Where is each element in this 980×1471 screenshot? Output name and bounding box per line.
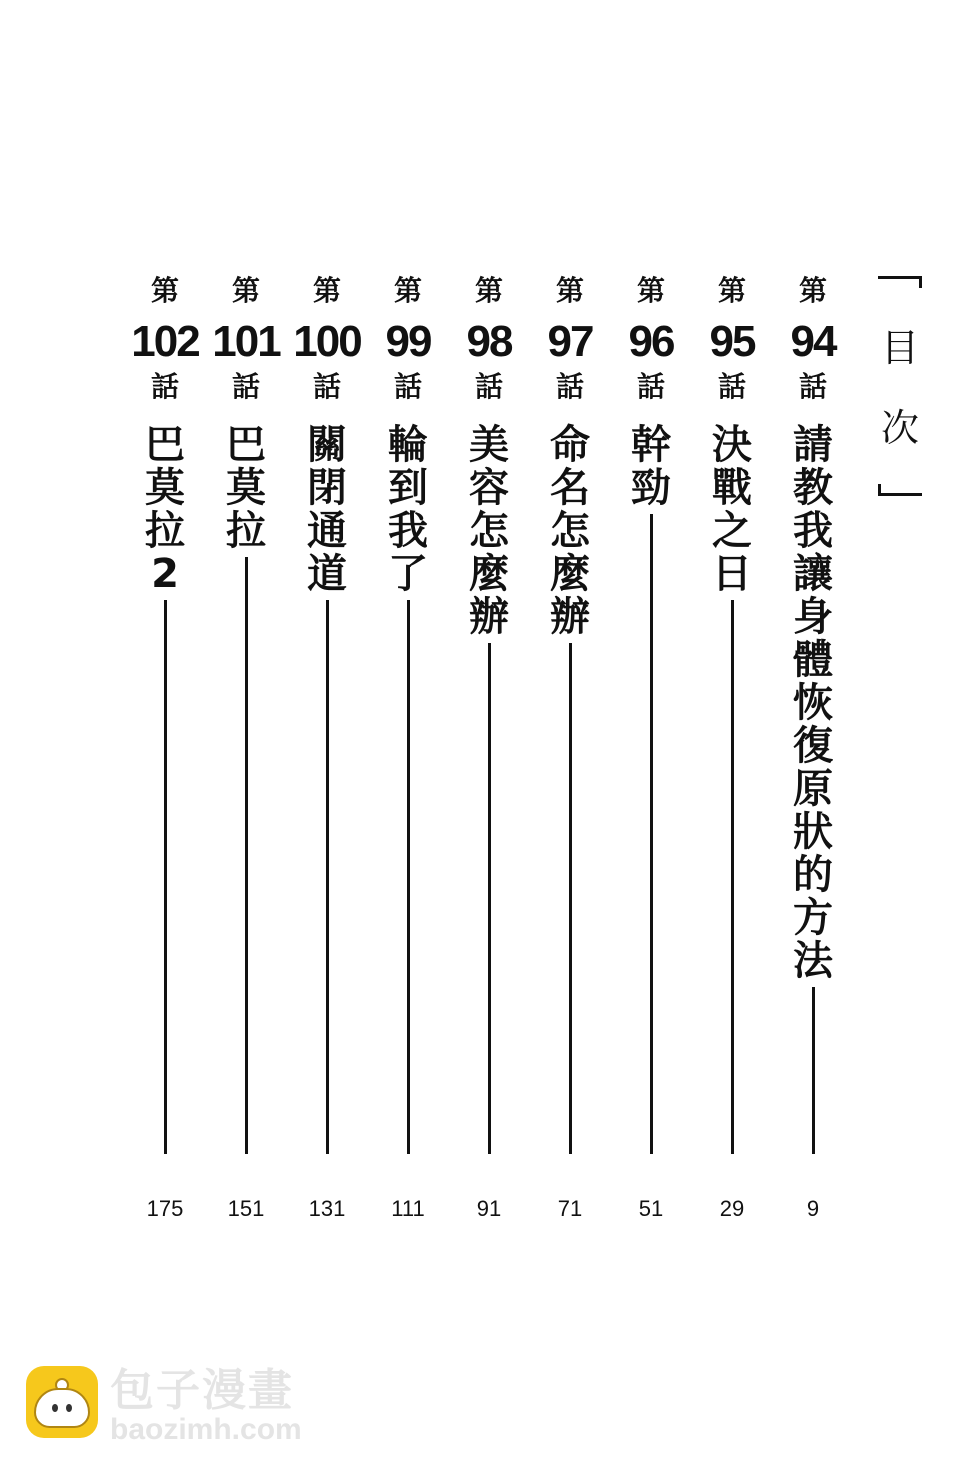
bun-logo-icon bbox=[26, 1366, 98, 1438]
chapter-entry bbox=[611, 270, 691, 1260]
chapter-suffix: 話 bbox=[636, 370, 665, 403]
leader-line bbox=[569, 643, 572, 1154]
chapter-entry bbox=[449, 270, 529, 1260]
chapter-entry bbox=[125, 270, 205, 1260]
toc-heading-char: 目 bbox=[880, 326, 919, 370]
chapter-page-number: 71 bbox=[557, 1196, 583, 1221]
chapter-title: 命 名 怎 麼 辦 bbox=[550, 422, 590, 640]
chapter-suffix: 話 bbox=[150, 370, 179, 403]
chapter-title: 關 閉 通 道 bbox=[307, 422, 347, 597]
bracket-top bbox=[878, 276, 922, 288]
chapter-number: 97 bbox=[547, 317, 593, 366]
chapter-title: 決 戰 之 日 bbox=[712, 422, 752, 597]
chapter-suffix: 話 bbox=[231, 370, 260, 403]
chapter-number: 98 bbox=[466, 317, 512, 366]
chapter-page-number: 111 bbox=[391, 1196, 425, 1221]
watermark bbox=[26, 1366, 326, 1444]
chapter-title: 幹 勁 bbox=[631, 422, 671, 511]
chapter-suffix: 話 bbox=[474, 370, 503, 403]
chapter-number: 101 bbox=[212, 317, 280, 366]
chapter-number: 100 bbox=[293, 317, 361, 366]
chapter-number: 94 bbox=[790, 317, 836, 366]
bracket-bottom bbox=[878, 484, 922, 496]
leader-line bbox=[488, 643, 491, 1154]
leader-line bbox=[812, 987, 815, 1154]
chapter-entry bbox=[773, 270, 853, 1260]
chapter-prefix: 第 bbox=[474, 274, 503, 307]
leader-line bbox=[245, 557, 248, 1154]
chapter-title: 美 容 怎 麼 辦 bbox=[469, 422, 509, 640]
watermark-url: baozimh.com bbox=[110, 1413, 302, 1446]
chapter-prefix: 第 bbox=[312, 274, 341, 307]
chapter-prefix: 第 bbox=[798, 274, 827, 307]
chapter-prefix: 第 bbox=[636, 274, 665, 307]
leader-line bbox=[164, 600, 167, 1154]
chapter-title: 請 教 我 讓 身 體 恢 復 原 狀 的 方 法 bbox=[793, 422, 833, 984]
chapter-number: 102 bbox=[131, 317, 199, 366]
toc-heading bbox=[878, 276, 922, 496]
chapter-title: 巴 莫 拉 bbox=[226, 422, 266, 554]
chapter-number: 96 bbox=[628, 317, 674, 366]
chapter-page-number: 175 bbox=[146, 1196, 184, 1221]
chapter-suffix: 話 bbox=[555, 370, 584, 403]
leader-line bbox=[650, 514, 653, 1154]
chapter-number: 99 bbox=[385, 317, 431, 366]
chapter-entry bbox=[368, 270, 448, 1260]
chapter-title: 巴 莫 拉 2 bbox=[145, 422, 185, 597]
chapter-entry bbox=[692, 270, 772, 1260]
chapter-entry bbox=[287, 270, 367, 1260]
chapter-entry bbox=[530, 270, 610, 1260]
chapter-suffix: 話 bbox=[717, 370, 746, 403]
leader-line bbox=[326, 600, 329, 1154]
chapter-title: 輪 到 我 了 bbox=[388, 422, 428, 597]
chapter-suffix: 話 bbox=[312, 370, 341, 403]
chapter-prefix: 第 bbox=[150, 274, 179, 307]
chapter-page-number: 131 bbox=[308, 1196, 346, 1221]
chapter-prefix: 第 bbox=[555, 274, 584, 307]
chapter-suffix: 話 bbox=[798, 370, 827, 403]
toc-heading-char: 次 bbox=[880, 406, 919, 450]
watermark-name: 包子漫畫 bbox=[110, 1365, 294, 1416]
chapter-page-number: 9 bbox=[806, 1196, 820, 1221]
chapter-suffix: 話 bbox=[393, 370, 422, 403]
chapter-page-number: 29 bbox=[719, 1196, 745, 1221]
chapter-entry bbox=[206, 270, 286, 1260]
chapter-page-number: 91 bbox=[476, 1196, 502, 1221]
chapter-prefix: 第 bbox=[393, 274, 422, 307]
chapter-number: 95 bbox=[709, 317, 755, 366]
chapter-prefix: 第 bbox=[231, 274, 260, 307]
chapter-page-number: 51 bbox=[638, 1196, 664, 1221]
leader-line bbox=[407, 600, 410, 1154]
chapter-page-number: 151 bbox=[227, 1196, 265, 1221]
leader-line bbox=[731, 600, 734, 1154]
chapter-prefix: 第 bbox=[717, 274, 746, 307]
